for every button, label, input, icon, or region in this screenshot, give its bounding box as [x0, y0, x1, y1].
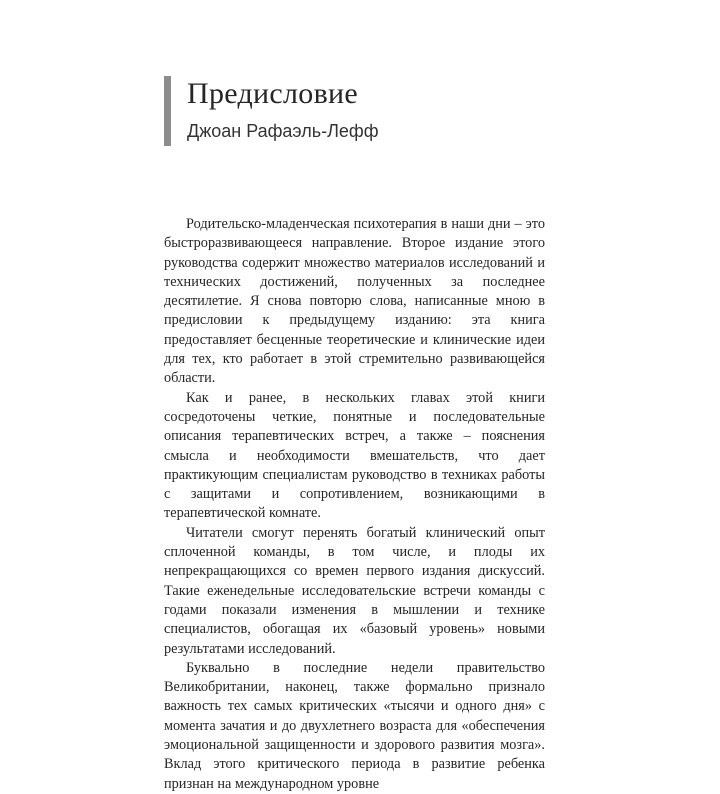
paragraph: Родительско-младенческая психотерапия в наши дни – это быстроразвивающееся направление. Второе издание этого руководства содержит множество материалов исследований и технических достижений, полученных за последнее десятилетие. Я снова повторю слова, написанные мною в предисловии к предыдущему изданию: эта книга предоставляет бесценные теоретические и клинические идеи для тех, кто работает в этой стремительно развивающейся области.	[164, 216, 545, 387]
paragraph: Читатели смогут перенять богатый клинический опыт сплоченной команды, в том числе, и плоды их непрекращающихся со времен первого издания дискуссий. Такие еженедельные исследовательские встречи команды с годами показали изменения в мышлении и технике специалистов, обогащая их «базовый уровень» новыми результатами исследований.	[164, 524, 545, 657]
chapter-author: Джоан Рафаэль-Лефф	[187, 121, 379, 141]
chapter-heading	[164, 76, 379, 146]
chapter-title: Предисловие	[187, 77, 359, 110]
paragraph: Как и ранее, в нескольких главах этой книги сосредоточены четкие, понятные и последовательные описания терапевтических встреч, а также – пояснения смысла и необходимости вмешательств, что дает практикующим специалистам руководство в техниках работы с защитами и сопротивлением, возникающими в терапевтической комнате.	[164, 389, 545, 522]
paragraph: Буквально в последние недели правительство Великобритании, наконец, также формально признало важность тех самых критических «тысячи и одного дня» с момента зачатия и до двухлетнего возраста для «обеспечения эмоциональной защищенности и здорового развития мозга». Вклад этого критического периода в развитие ребенка признан на международном уровне	[164, 659, 545, 792]
body-text	[164, 215, 545, 794]
